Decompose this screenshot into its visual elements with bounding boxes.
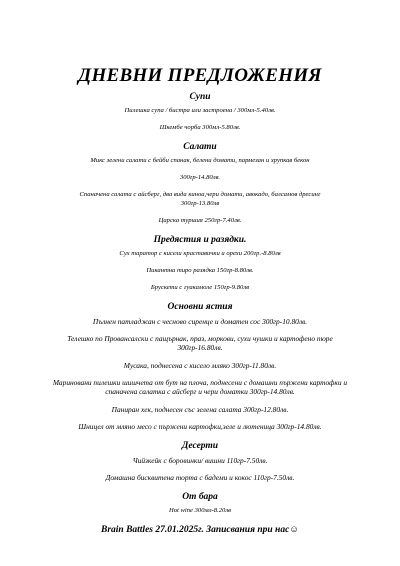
menu-item: Микс зелени салати с бейби спанак, белени домати, пармезан и хрупкав бекон: [90, 157, 310, 164]
section-heading-bar: От бара: [182, 491, 218, 502]
menu-item: Пълнен патладжан с чесново сиренце и доматен сос 300гр-10.80лв.: [92, 316, 308, 326]
section-heading-starters: Предястия и разядки.: [153, 234, 247, 245]
menu-item: Паниран хек, поднесен със зелена салата 300гр-12.80лв.: [111, 404, 289, 414]
menu-item: Мусака, поднесена с кисело мляко 300гр-11.80лв.: [123, 360, 277, 370]
menu-item: 300гр-14.80лв.: [179, 174, 221, 181]
menu-item: Мариновани пилешки шишчета от бут на плоча, поднесени с домашни пържени картофки и спаначена салатка с айсберг и чери доматки 300гр-14.80лв.: [52, 378, 348, 396]
section-soups: [0, 91, 400, 133]
menu-item: Чийзкейк с боровинки/ вишни 110гр-7.50лв.: [132, 455, 268, 465]
menu-item: Брускети с гуакамоле 150гр-9.80лв: [150, 283, 250, 291]
menu-item: Пикантна тиро разядка 150гр-8.80лв.: [146, 266, 254, 274]
menu-item: Телешко по Провансалски с пащърнак, праз, моркови, сухи чушки и картофено пюре 300гр-16.80лв.: [67, 334, 333, 352]
menu-item: Царска туршия 250гр-7.40лв.: [158, 216, 242, 224]
section-desserts: [0, 440, 400, 483]
menu-item: Сух таратор с кисели краставички и орехи 200гр.-8.80лв: [119, 249, 281, 257]
section-mains: [0, 301, 400, 432]
menu-item: Шкембе чорба 300мл-5.80лв.: [159, 124, 241, 131]
menu-item: Спаначена салата с айсберг, два вида киноа,чери домати, авокадо, балсамов дресинг 300гр-13.80лв: [79, 191, 321, 207]
section-heading-desserts: Десерти: [181, 440, 219, 451]
section-salads: [0, 141, 400, 225]
menu-item: Пилешка супа / бистра или застроена / 300мл-5.40лв.: [124, 107, 276, 114]
event-announcement: Brain Battles 27.01.2025г. Записвания при нас☺: [100, 524, 299, 535]
section-heading-mains: Основни ястия: [167, 301, 233, 312]
section-heading-soups: Супи: [189, 92, 211, 102]
menu-item: Домашна бисквитена торта с бадеми и кокос 110гр-7.50лв.: [105, 473, 295, 482]
page-title: ДНЕВНИ ПРЕДЛОЖЕНИЯ: [78, 65, 322, 86]
menu-item: Шницел от мляно месо с пържени картофки,зеле и лютеница 300гр-14.80лв.: [78, 422, 322, 431]
section-bar: [0, 491, 400, 516]
section-heading-salads: Салати: [183, 142, 217, 152]
section-starters: [0, 234, 400, 293]
menu-item: Hot wine 300мл-8.20лв: [168, 506, 232, 514]
